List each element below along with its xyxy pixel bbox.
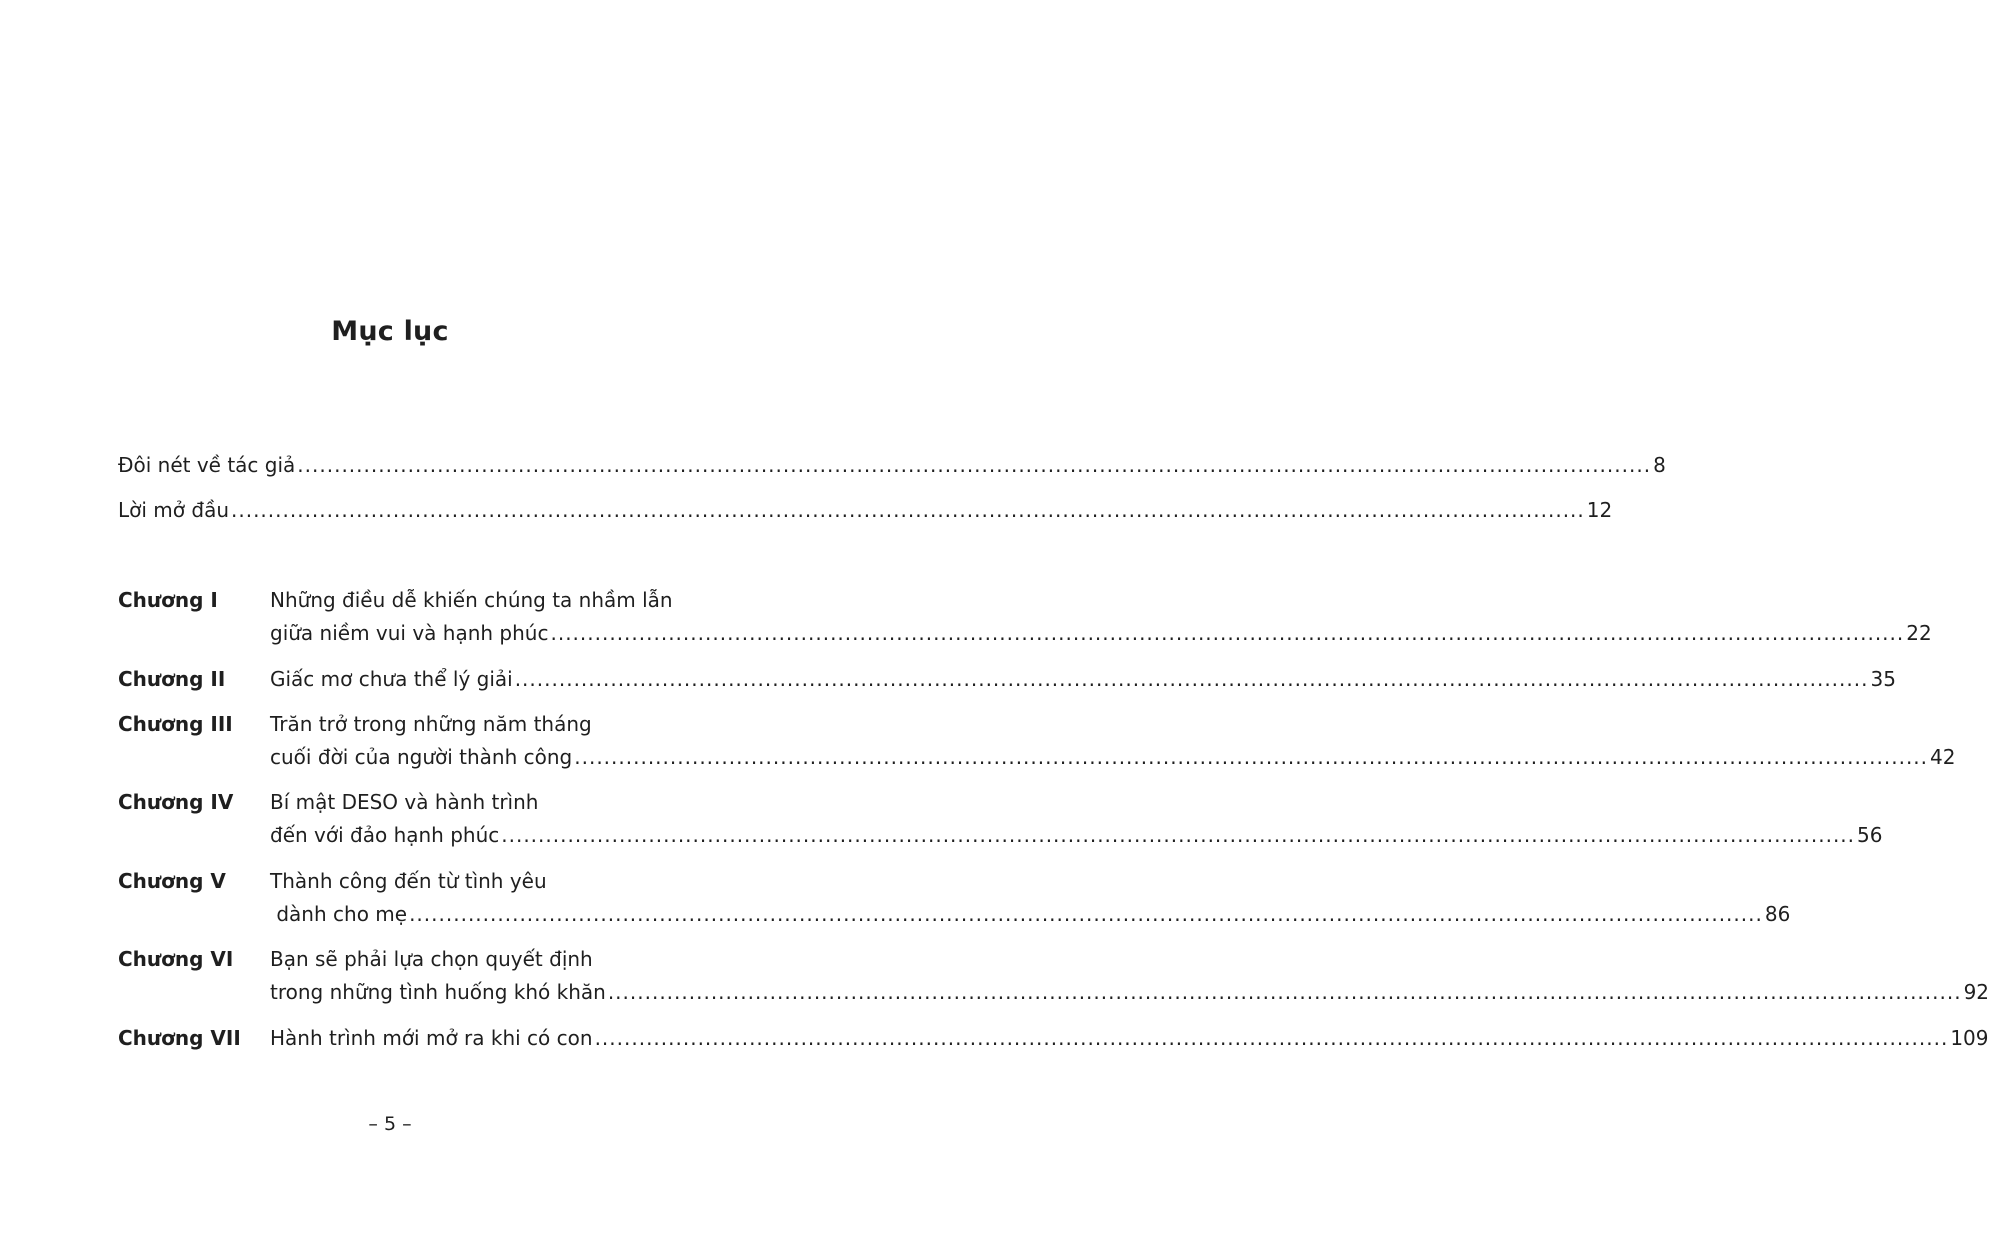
chapter-label: Chương V [118, 869, 226, 893]
toc-entry-author[interactable] [118, 449, 1666, 482]
chapter-page: 22 [1906, 621, 1932, 645]
chapter-title-line: Thành công đến từ tình yêu [270, 869, 547, 893]
toc-entry-page: 12 [1586, 498, 1613, 522]
chapter-title-line: Hành trình mới mở ra khi có con [270, 1026, 593, 1050]
chapter-page: 109 [1950, 1026, 1989, 1050]
toc-entry-preface[interactable] [118, 494, 1613, 527]
toc-chapter-2[interactable] [118, 663, 1896, 696]
dot-leader [595, 1022, 1949, 1055]
toc-chapter-1[interactable] [118, 584, 1932, 650]
chapter-title-line: Những điều dễ khiến chúng ta nhầm lẫn [270, 588, 673, 612]
toc-chapter-7[interactable] [118, 1022, 1989, 1055]
toc-chapter-5[interactable] [118, 865, 1791, 931]
page-title: Mục lục [331, 316, 449, 347]
chapter-page: 92 [1963, 980, 1989, 1004]
dot-leader [550, 617, 1904, 650]
chapter-title-line: cuối đời của người thành công [270, 745, 573, 769]
dot-leader [515, 663, 1869, 696]
chapter-label: Chương III [118, 712, 233, 736]
chapter-page: 42 [1930, 745, 1956, 769]
chapter-title-line: Bí mật DESO và hành trình [270, 790, 539, 814]
page-number: – 5 – [368, 1113, 412, 1135]
chapter-label: Chương IV [118, 790, 234, 814]
chapter-page: 86 [1764, 902, 1791, 926]
chapter-title-line: Trăn trở trong những năm tháng [270, 712, 592, 736]
chapter-label: Chương II [118, 667, 226, 691]
chapter-title-line: dành cho mẹ [270, 902, 408, 926]
toc-chapter-4[interactable] [118, 786, 1883, 852]
chapter-label: Chương I [118, 588, 218, 612]
dot-leader [409, 898, 1763, 931]
dot-leader [501, 819, 1855, 852]
toc-chapter-3[interactable] [118, 708, 1956, 774]
chapter-title-line: trong những tình huống khó khăn [270, 980, 606, 1004]
toc-entry-label: Lời mở đầu [118, 498, 229, 522]
chapter-page: 35 [1870, 667, 1896, 691]
chapter-title-line: Bạn sẽ phải lựa chọn quyết định [270, 947, 593, 971]
chapter-label: Chương VI [118, 947, 234, 971]
dot-leader [297, 449, 1651, 482]
dot-leader [231, 494, 1585, 527]
dot-leader [574, 741, 1928, 774]
dot-leader [608, 976, 1962, 1009]
chapter-title-line: giữa niềm vui và hạnh phúc [270, 621, 549, 645]
toc-chapter-6[interactable] [118, 943, 1989, 1009]
toc-entry-label: Đôi nét về tác giả [118, 453, 296, 477]
chapter-page: 56 [1857, 823, 1883, 847]
chapter-label: Chương VII [118, 1026, 241, 1050]
toc-entry-page: 8 [1653, 453, 1666, 477]
chapter-title-line: đến với đảo hạnh phúc [270, 823, 500, 847]
chapter-title-line: Giấc mơ chưa thể lý giải [270, 667, 513, 691]
